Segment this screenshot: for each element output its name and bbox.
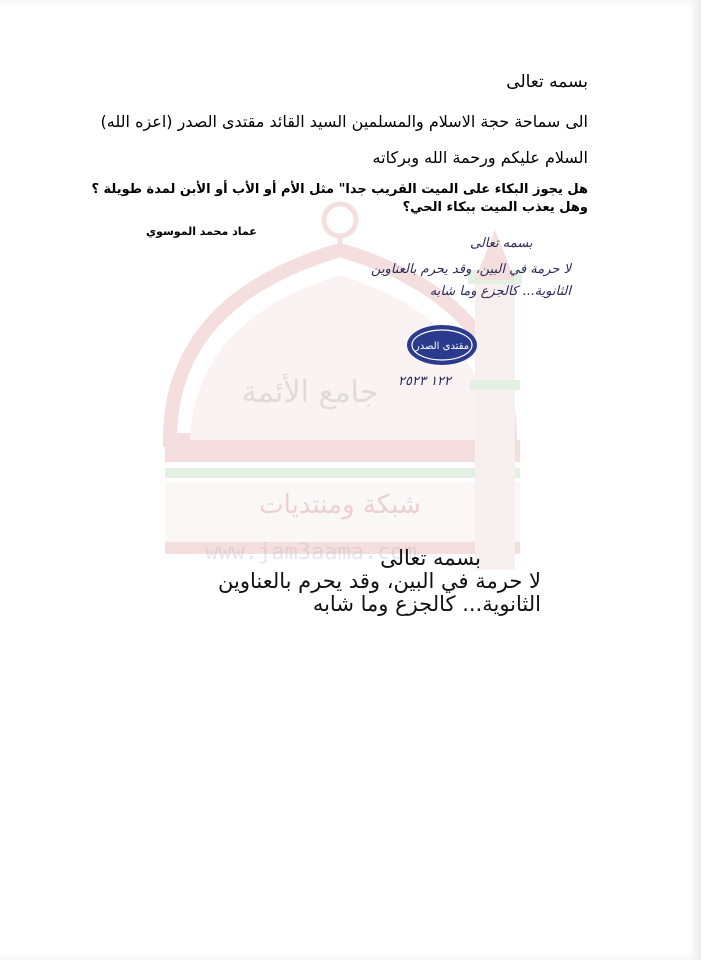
seal-stamp <box>404 322 480 368</box>
handwritten-number: ١٢٢ ٢٥٢٣ <box>398 374 452 389</box>
letter-greeting: السلام عليكم ورحمة الله وبركاته <box>372 148 588 167</box>
reply-basmala: بسمه تعالى <box>380 546 481 570</box>
handwritten-basmala: بسمه تعالى <box>470 236 533 251</box>
watermark-url: www.jam3aama.com <box>205 540 417 565</box>
letter-addressee: الى سماحة حجة الاسلام والمسلمين السيد القائد مقتدى الصدر (اعزه الله) <box>100 112 588 131</box>
letter-sender: عماد محمد الموسوي <box>146 225 257 238</box>
watermark-name: جامع الأئمة <box>241 375 379 410</box>
reply-line-3: الثانوية... كالجزع وما شابه <box>312 592 541 616</box>
letter-question-2: وهل يعذب الميت ببكاء الحي؟ <box>402 200 588 215</box>
handwritten-line-2: لا حرمة في البين، وقد يحرم بالعناوين <box>371 262 571 277</box>
letter-basmala: بسمه تعالى <box>506 72 588 92</box>
watermark-subtitle: شبكة ومنتديات <box>259 490 421 520</box>
reply-line-2: لا حرمة في البين، وقد يحرم بالعناوين <box>218 569 541 593</box>
handwritten-line-3: الثانوية... كالجزع وما شابه <box>429 284 571 299</box>
letter-question-1: هل يجوز البكاء على الميت القريب جدا" مثل الأم أو الأب أو الأبن لمدة طويلة ؟ <box>91 182 588 197</box>
stamp-text: مقتدى الصدر <box>414 341 470 352</box>
